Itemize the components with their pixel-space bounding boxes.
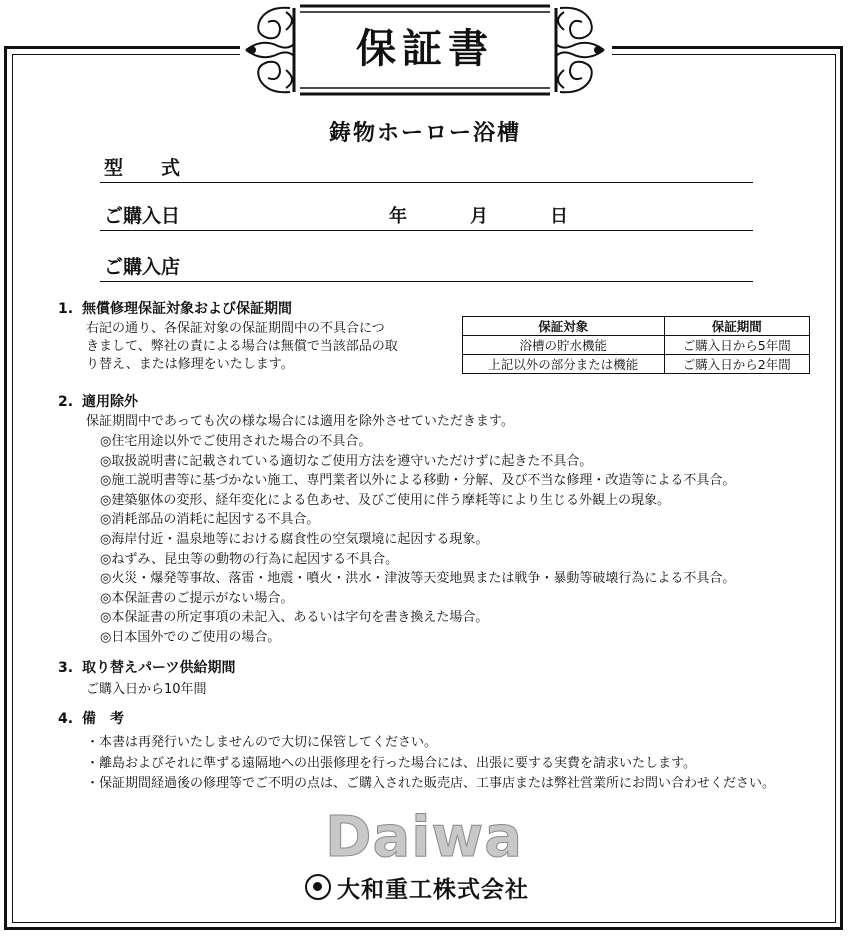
list-item: ◎住宅用途以外でご使用された場合の不具合。 xyxy=(100,434,372,449)
company-mark-icon xyxy=(305,874,331,900)
model-field[interactable] xyxy=(100,152,753,183)
list-item: ◎日本国外でのご使用の場合。 xyxy=(100,629,281,645)
purchase-date-field[interactable] xyxy=(100,200,753,231)
company-name: 大和重工株式会社 xyxy=(337,876,529,903)
list-item: ◎施工説明書等に基づかない施工、専門業者以外による移動・分解、及び不当な修理・改造等による不具合。 xyxy=(100,473,736,489)
page-title: 保証書 xyxy=(356,25,494,72)
model-label: 型 式 xyxy=(104,157,181,179)
section2-number: 2. xyxy=(58,394,74,410)
product-name: 鋳物ホーロー浴槽 xyxy=(328,121,521,146)
section3-title: 取り替えパーツ供給期間 xyxy=(82,660,236,676)
warranty-table xyxy=(462,316,810,374)
list-item: ◎本保証書の所定事項の未記入、あるいは字句を書き換えた場合。 xyxy=(100,610,489,626)
table-cell: 浴槽の貯水機能 xyxy=(463,336,665,355)
company-name-block xyxy=(305,870,529,904)
note-item: ・本書は再発行いたしませんので大切に保管してください。 xyxy=(86,735,438,750)
day-label: 日 xyxy=(550,206,568,227)
table-cell: 上記以外の部分または機能 xyxy=(463,355,665,374)
note-item: ・離島およびそれに準ずる遠隔地への出張修理を行った場合には、出張に要する実費を請求いたします。 xyxy=(86,755,696,771)
year-label: 年 xyxy=(389,206,407,227)
daiwa-logo xyxy=(302,806,546,866)
list-item: ◎ねずみ、昆虫等の動物の行為に起因する不具合。 xyxy=(100,551,399,567)
purchase-date-label: ご購入日 xyxy=(104,205,181,227)
section4-title: 備 考 xyxy=(82,711,124,727)
table-cell: ご購入日から2年間 xyxy=(664,355,809,374)
exclusion-list xyxy=(100,432,735,648)
section1-number: 1. xyxy=(58,301,74,317)
notes-list xyxy=(86,733,775,795)
section4-heading xyxy=(58,708,124,728)
section2-intro: 保証期間中であっても次の様な場合には適用を除外させていただきます。 xyxy=(86,414,514,429)
list-item: ◎火災・爆発等事故、落雷・地震・噴火・洪水・津波等天変地異または戦争・暴動等破壊行為による不具合。 xyxy=(100,571,736,587)
month-label: 月 xyxy=(470,206,488,227)
list-item: ◎建築躯体の変形、経年変化による色あせ、及びご使用に伴う摩耗等により生じる外観上の現象。 xyxy=(100,492,670,508)
section2-title: 適用除外 xyxy=(82,394,138,410)
section3-text: ご購入日から10年間 xyxy=(86,682,207,697)
section2-heading xyxy=(58,391,138,411)
table-header-cell: 保証対象 xyxy=(463,317,665,336)
section1-line: きまして、弊社の責による場合は無償で当該部品の取 xyxy=(86,339,398,354)
table-row xyxy=(463,336,810,355)
section3-heading xyxy=(58,657,235,677)
section4-number: 4. xyxy=(58,711,74,727)
section1-heading xyxy=(58,298,292,318)
section1-line: 右記の通り、各保証対象の保証期間中の不具合につ xyxy=(86,321,385,336)
section3-number: 3. xyxy=(58,660,74,676)
section1-line: り替え、または修理をいたします。 xyxy=(86,357,294,372)
table-cell: ご購入日から5年間 xyxy=(664,336,809,355)
logo-text: Daiwa xyxy=(325,806,523,866)
store-label: ご購入店 xyxy=(104,256,181,278)
section1-title: 無償修理保証対象および保証期間 xyxy=(82,301,292,317)
table-header-row xyxy=(463,317,810,336)
note-item: ・保証期間経過後の修理等でご不明の点は、ご購入された販売店、工事店または弊社営業所にお問い合わせください。 xyxy=(86,776,776,791)
store-field[interactable] xyxy=(100,251,753,282)
list-item: ◎本保証書のご提示がない場合。 xyxy=(100,590,294,606)
list-item: ◎消耗部品の消耗に起因する不具合。 xyxy=(100,512,320,528)
table-header-cell: 保証期間 xyxy=(664,317,809,336)
table-row xyxy=(463,355,810,374)
list-item: ◎海岸付近・温泉地等における腐食性の空気環境に起因する現象。 xyxy=(100,531,489,547)
section1-body xyxy=(86,320,398,374)
list-item: ◎取扱説明書に記載されている適切なご使用方法を遵守いただけずに起きた不具合。 xyxy=(100,453,593,469)
